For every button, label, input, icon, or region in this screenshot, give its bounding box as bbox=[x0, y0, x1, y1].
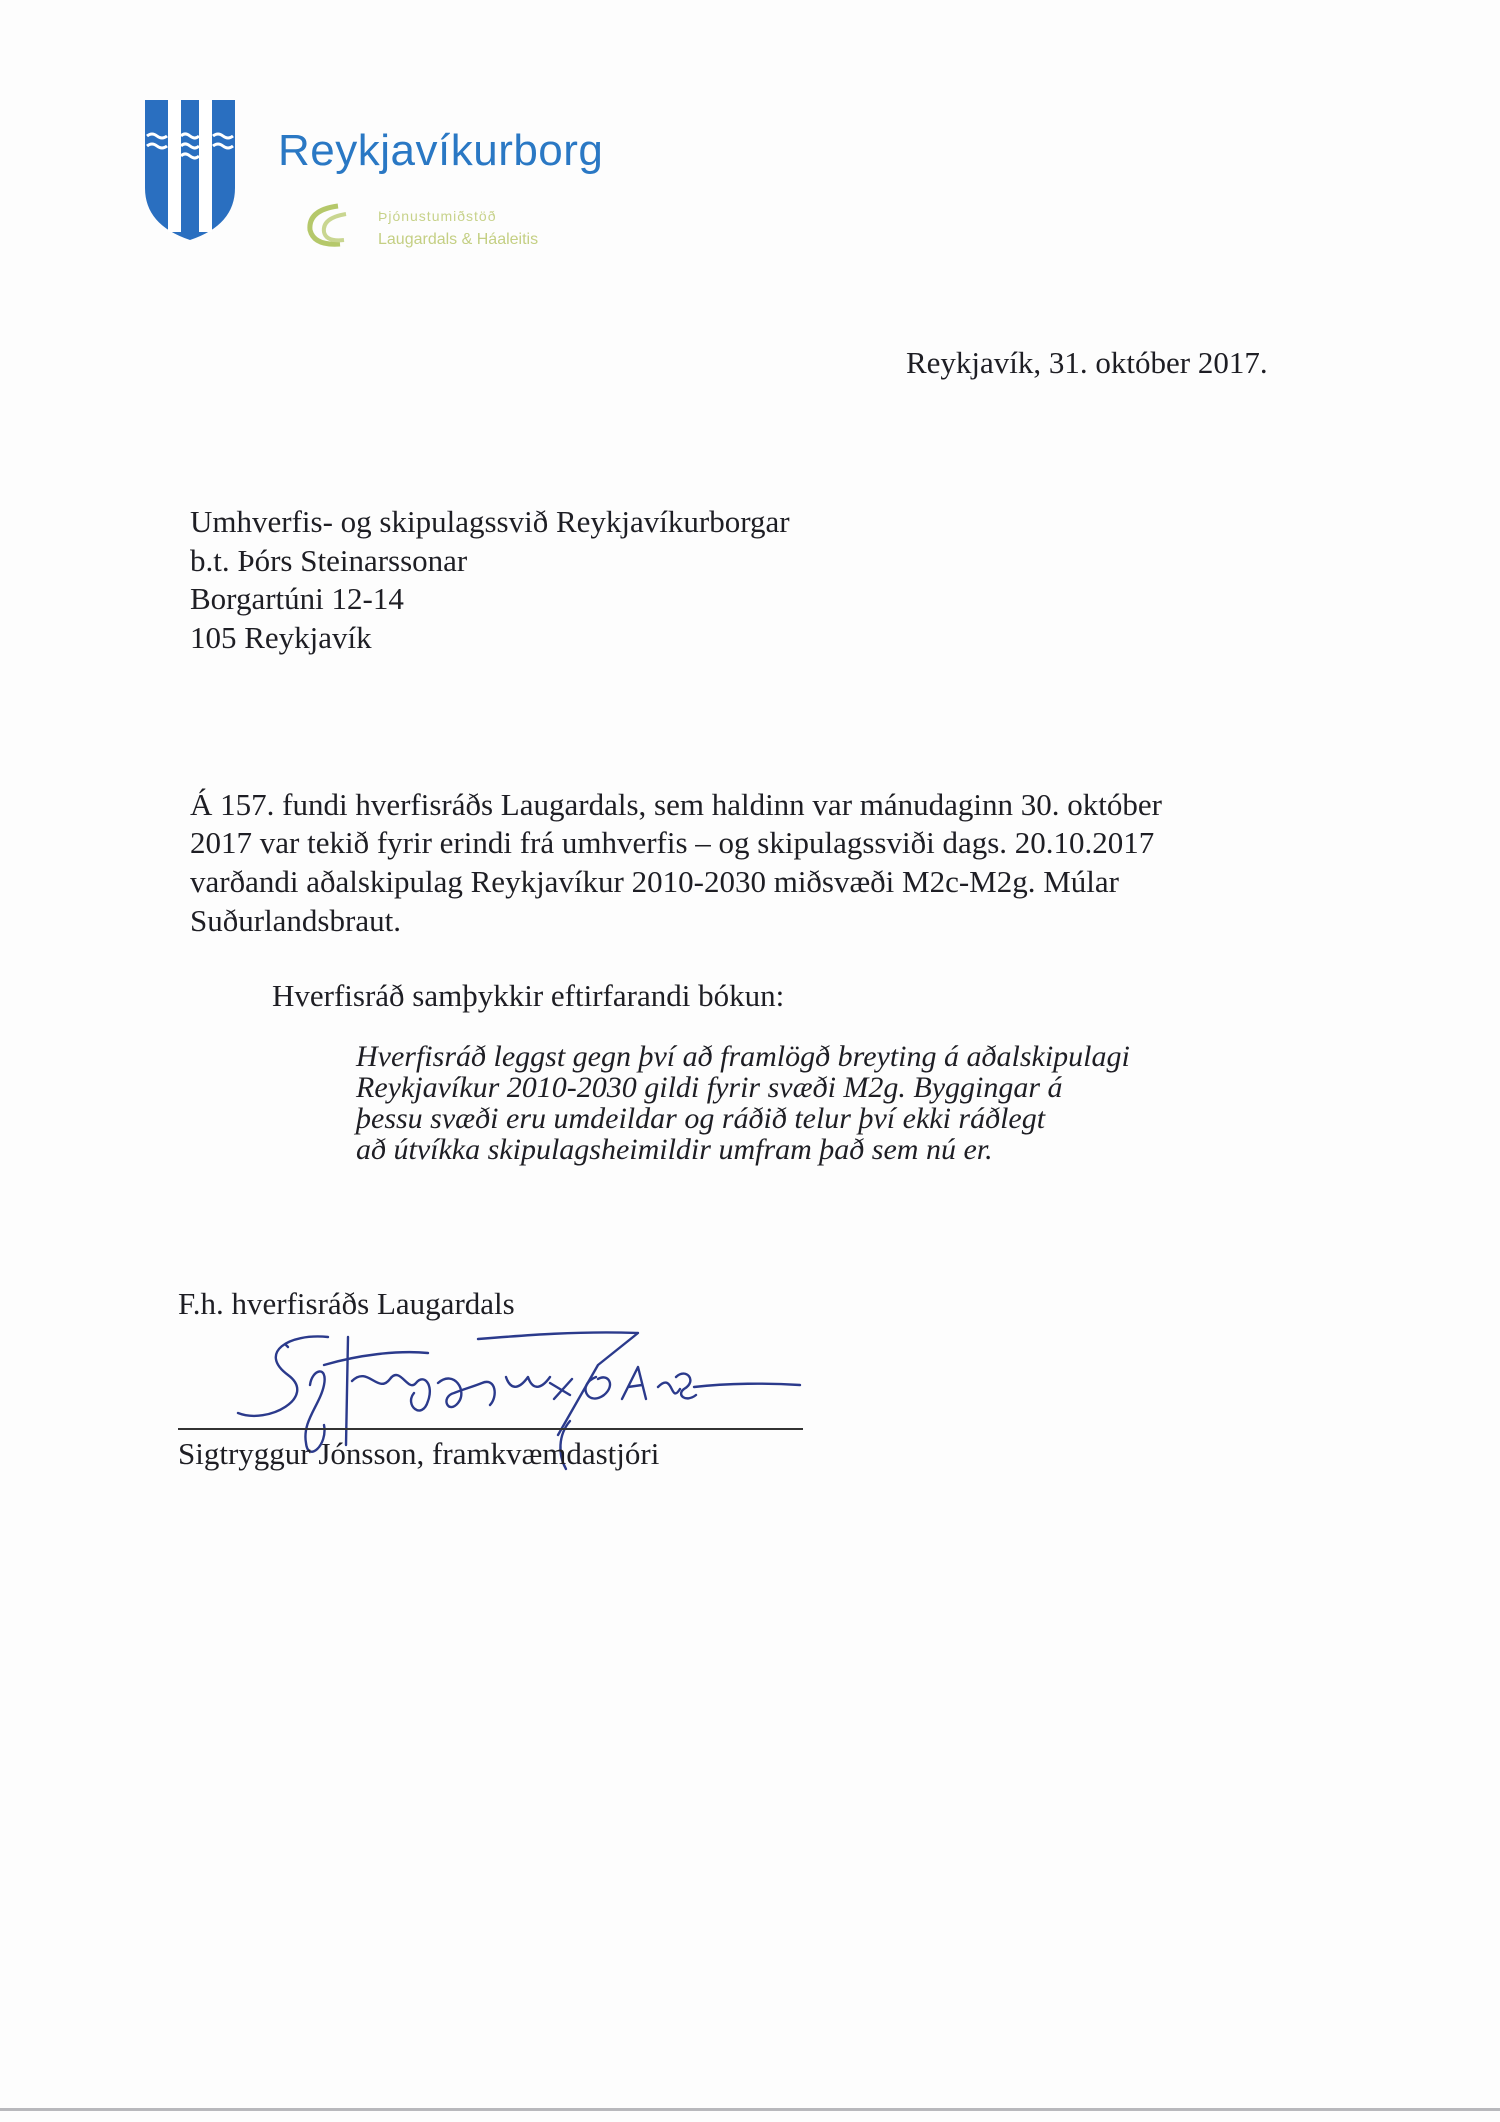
approval-intro: Hverfisráð samþykkir eftirfarandi bókun: bbox=[272, 978, 785, 1013]
quote-line: að útvíkka skipulagsheimildir umfram það sem nú er. bbox=[356, 1133, 993, 1166]
quote-line: Hverfisráð leggst gegn því að framlögð breyting á aðalskipulagi bbox=[356, 1040, 1130, 1073]
scan-edge bbox=[0, 2108, 1500, 2111]
letter-date: Reykjavík, 31. október 2017. bbox=[906, 345, 1268, 380]
signature-line bbox=[178, 1428, 803, 1430]
signatory-name: Sigtryggur Jónsson, framkvæmdastjóri bbox=[178, 1436, 660, 1471]
body-line: Suðurlandsbraut. bbox=[190, 903, 401, 938]
recipient-line: Umhverfis- og skipulagssvið Reykjavíkurborgar bbox=[190, 504, 790, 539]
body-line: 2017 var tekið fyrir erindi frá umhverfis – og skipulagssviði dags. 20.10.2017 bbox=[190, 825, 1155, 860]
reykjavik-shield-icon bbox=[140, 100, 240, 240]
org-name: Reykjavíkurborg bbox=[278, 126, 604, 175]
body-line: Á 157. fundi hverfisráðs Laugardals, sem haldinn var mánudaginn 30. október bbox=[190, 787, 1162, 822]
recipient-line: b.t. Þórs Steinarssonar bbox=[190, 543, 468, 578]
recipient-line: 105 Reykjavík bbox=[190, 620, 372, 655]
on-behalf-line: F.h. hverfisráðs Laugardals bbox=[178, 1286, 515, 1321]
quote-line: þessu svæði eru umdeildar og ráðið telur því ekki ráðlegt bbox=[356, 1102, 1046, 1135]
sub-unit-line-1: Þjónustumiðstöð bbox=[378, 208, 497, 224]
body-line: varðandi aðalskipulag Reykjavíkur 2010-2030 miðsvæði M2c-M2g. Múlar bbox=[190, 864, 1120, 899]
swoosh-icon bbox=[300, 196, 356, 252]
quote-line: Reykjavíkur 2010-2030 gildi fyrir svæði M2g. Byggingar á bbox=[356, 1071, 1063, 1104]
sub-unit-line-2: Laugardals & Háaleitis bbox=[378, 231, 539, 248]
recipient-line: Borgartúni 12-14 bbox=[190, 581, 404, 616]
